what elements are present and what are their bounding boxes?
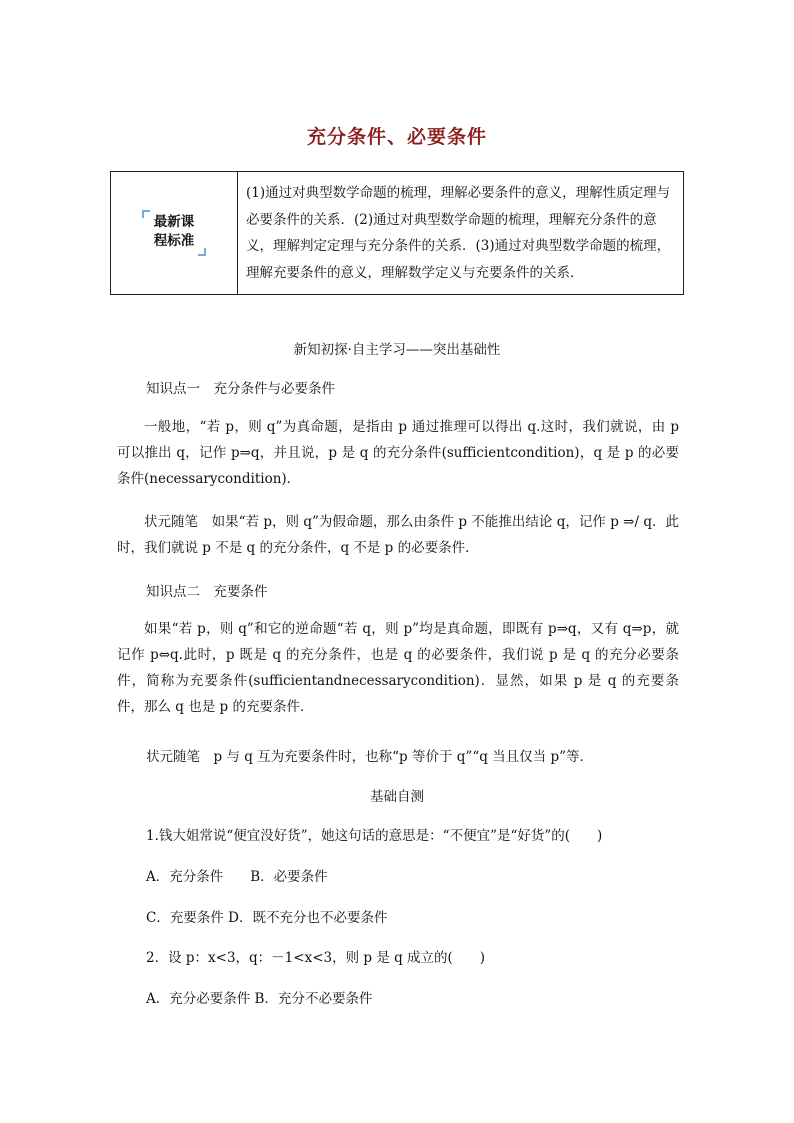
question-1-options-cd: C．充要条件 D．既不充分也不必要条件: [146, 910, 388, 926]
standard-label-cell: [111, 172, 238, 294]
question-1: 1.钱大姐常说“便宜没好货”，她这句话的意思是：“不便宜”是“好货”的( ): [146, 828, 603, 844]
question-1-options-ab: A．充分条件 B．必要条件: [146, 869, 328, 885]
section-heading: 新知初探·自主学习——突出基础性: [293, 342, 501, 358]
standard-text: (1)通过对典型数学命题的梳理，理解必要条件的意义，理解性质定理与必要条件的关系．(2)通过对典型数学命题的梳理，理解充分条件的意义，理解判定定理与充分条件的关系．(3)通过对典型数学命题的梳理，理解充要条件的意义，理解数学定义与充要条件的关系．: [246, 185, 671, 281]
knowledge-point-2-heading: 知识点二 充要条件: [146, 584, 268, 600]
knowledge-point-2-body: 如果“若 p，则 q”和它的逆命题“若 q，则 p”均是真命题，即既有 p⇒q，又有 q⇒p，就记作 p⇔q.此时，p 既是 q 的充分条件，也是 q 的必要条件，我们说 p 是 q 的充分必要条件，简称为充要条件(sufficientandnecessarycondition)．显然，如果 p 是 q 的充要条件，那么 q 也是 p 的充要条件．: [117, 621, 679, 715]
question-2: 2．设 p：x<3，q：－1<x<3，则 p 是 q 成立的( ): [146, 950, 486, 966]
knowledge-point-1-note: 状元随笔 如果“若 p，则 q”为假命题，那么由条件 p 不能推出结论 q，记作 p ⇒/ q．此时，我们就说 p 不是 q 的充分条件，q 不是 p 的必要条件．: [117, 514, 679, 556]
badge-text: [146, 213, 202, 251]
page-title: 充分条件、必要条件: [306, 126, 487, 148]
badge-line-2: 程标准: [153, 233, 195, 249]
curriculum-standard-table: [110, 171, 684, 295]
standard-text-cell: [238, 172, 683, 294]
knowledge-point-1-heading: 知识点一 充分条件与必要条件: [146, 381, 335, 397]
curriculum-standard-badge: [146, 213, 202, 253]
self-test-heading: 基础自测: [370, 789, 424, 805]
badge-line-1: 最新课: [153, 214, 195, 230]
question-2-options-ab: A．充分必要条件 B．充分不必要条件: [146, 991, 373, 1007]
knowledge-point-2-note: 状元随笔 p 与 q 互为充要条件时，也称“p 等价于 q”“q 当且仅当 p”等．: [146, 749, 593, 765]
knowledge-point-1-body: 一般地，“若 p，则 q”为真命题，是指由 p 通过推理可以得出 q.这时，我们就说，由 p 可以推出 q，记作 p⇒q，并且说，p 是 q 的充分条件(sufficientcondition)，q 是 p 的必要条件(necessarycondition)．: [117, 419, 679, 487]
